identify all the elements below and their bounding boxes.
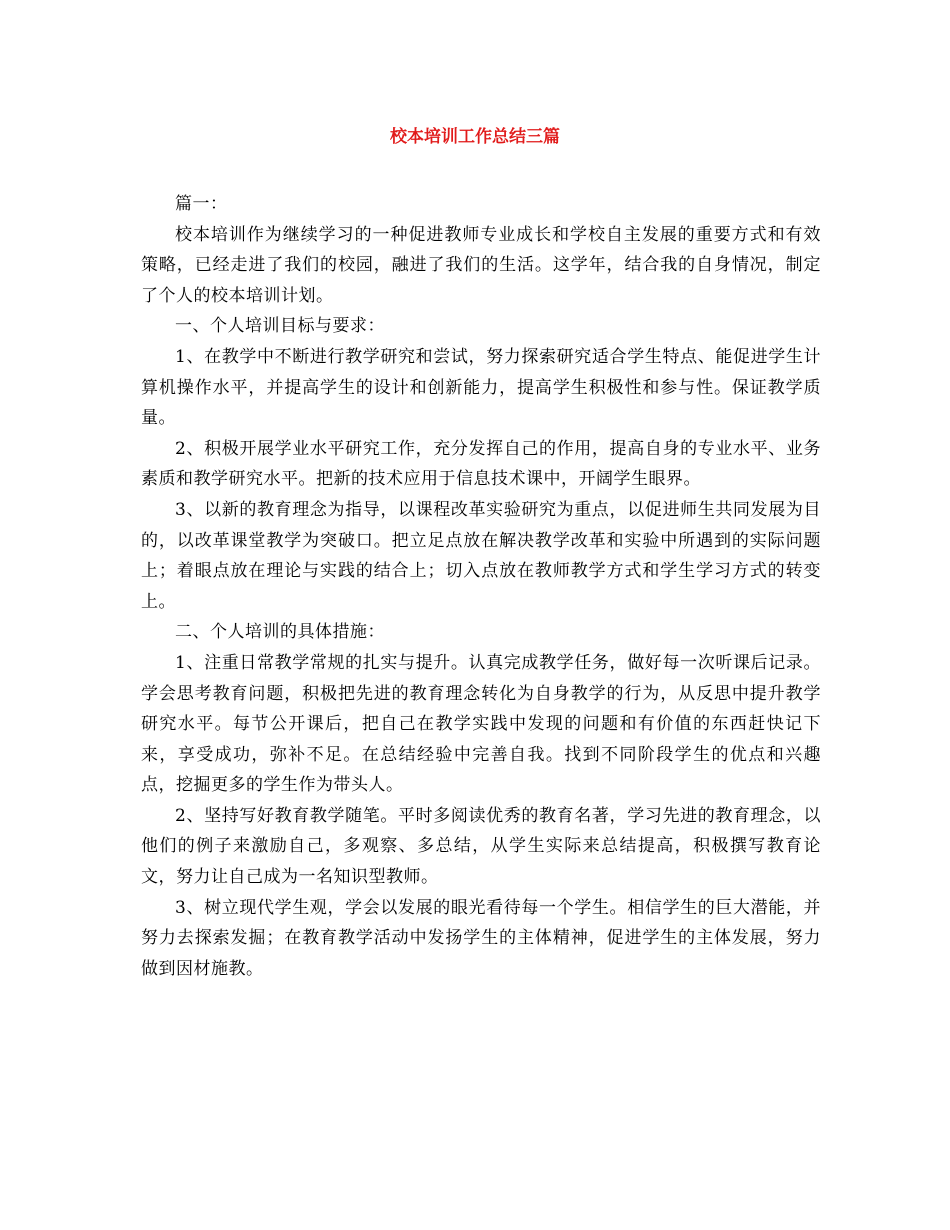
paragraph-goal-2: 2、积极开展学业水平研究工作，充分发挥自己的作用，提高自身的专业水平、业务素质和教学研究水平。把新的技术应用于信息技术课中，开阔学生眼界。 xyxy=(141,438,821,490)
document-body xyxy=(141,189,821,984)
paragraph-intro: 校本培训作为继续学习的一种促进教师专业成长和学校自主发展的重要方式和有效策略，已经走进了我们的校园，融进了我们的生活。这学年，结合我的自身情况，制定了个人的校本培训计划。 xyxy=(141,224,821,306)
paragraph-heading-goals: 一、个人培训目标与要求： xyxy=(175,316,385,337)
paragraph-measure-3: 3、树立现代学生观，学会以发展的眼光看待每一个学生。相信学生的巨大潜能，并努力去探索发掘；在教育教学活动中发扬学生的主体精神，促进学生的主体发展，努力做到因材施教。 xyxy=(141,897,821,979)
paragraph-section-label: 篇一： xyxy=(175,194,228,214)
paragraph-goal-3: 3、以新的教育理念为指导，以课程改革实验研究为重点，以促进师生共同发展为目的，以改革课堂教学为突破口。把立足点放在解决教学改革和实验中所遇到的实际问题上；着眼点放在理论与实践的结合上；切入点放在教师教学方式和学生学习方式的转变上。 xyxy=(141,499,821,612)
paragraph-measure-2: 2、坚持写好教育教学随笔。平时多阅读优秀的教育名著，学习先进的教育理念，以他们的例子来激励自己，多观察、多总结，从学生实际来总结提高，积极撰写教育论文，努力让自己成为一名知识型教师。 xyxy=(141,805,821,888)
paragraph-heading-measures: 二、个人培训的具体措施： xyxy=(175,622,385,643)
paragraph-goal-1: 1、在教学中不断进行教学研究和尝试，努力探索研究适合学生特点、能促进学生计算机操作水平，并提高学生的设计和创新能力，提高学生积极性和参与性。保证教学质量。 xyxy=(141,346,821,429)
document-title: 校本培训工作总结三篇 xyxy=(390,127,560,147)
paragraph-measure-1: 1、注重日常教学常规的扎实与提升。认真完成教学任务，做好每一次听课后记录。学会思考教育问题，积极把先进的教育理念转化为自身教学的行为，从反思中提升教学研究水平。每节公开课后，把自己在教学实践中发现的问题和有价值的东西赶快记下来，享受成功，弥补不足。在总结经验中完善自我。找到不同阶段学生的优点和兴趣点，挖掘更多的学生作为带头人。 xyxy=(141,652,821,796)
